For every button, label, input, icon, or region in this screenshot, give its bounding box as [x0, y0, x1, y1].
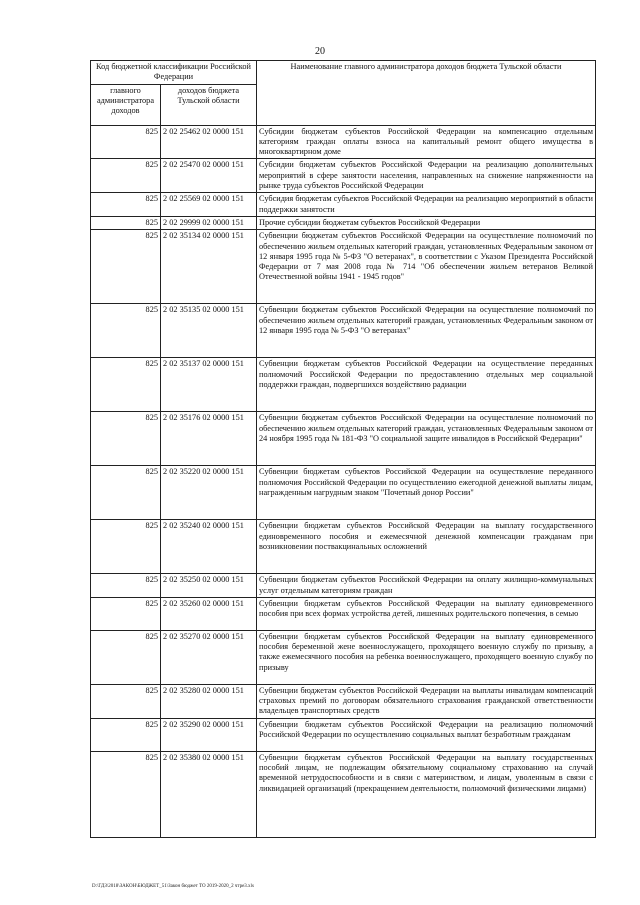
- income-name-cell: Субвенции бюджетам субъектов Российской Федерации на осуществление полномочий по обеспечению жильем отдельных категорий граждан, установленных Федеральным законом от 12 января 1995 года № 5-ФЗ "О ветеранах": [257, 304, 596, 358]
- table-row: [91, 597, 596, 630]
- income-name-cell: Субсидии бюджетам субъектов Российской Федерации на реализацию дополнительных мероприятий в сфере занятости населения, направленных на снижение напряженности на рынке труда субъектов Российской Федерации: [257, 159, 596, 193]
- income-name-cell: Субсидии бюджетам субъектов Российской Федерации на компенсацию отдельным категориям граждан оплаты взноса на капитальный ремонт общего имущества в многоквартирном доме: [257, 125, 596, 159]
- income-code-cell: 2 02 35134 02 0000 151: [161, 230, 257, 304]
- table-row: [91, 630, 596, 684]
- income-code-cell: 2 02 35176 02 0000 151: [161, 412, 257, 466]
- admin-code-cell: 825: [91, 125, 161, 159]
- income-code-cell: 2 02 35280 02 0000 151: [161, 684, 257, 718]
- admin-code-cell: 825: [91, 358, 161, 412]
- table-row: [91, 193, 596, 217]
- income-name-cell: Субвенции бюджетам субъектов Российской Федерации на выплату государственных пособий лицам, не подлежащим обязательному социальному страхованию на случай временной нетрудоспособности и в связи с материнством, и лицам, уволенным в связи с ликвидацией организаций (прекращением деятельности, полномочий физическими лицами): [257, 751, 596, 837]
- admin-code-cell: 825: [91, 718, 161, 751]
- table-row: [91, 216, 596, 229]
- table-row: [91, 304, 596, 358]
- table-row: [91, 466, 596, 520]
- admin-code-cell: 825: [91, 230, 161, 304]
- income-code-cell: 2 02 35240 02 0000 151: [161, 520, 257, 574]
- income-code-cell: 2 02 25462 02 0000 151: [161, 125, 257, 159]
- table-row: [91, 751, 596, 837]
- income-name-cell: Прочие субсидии бюджетам субъектов Российской Федерации: [257, 216, 596, 229]
- table-row: [91, 230, 596, 304]
- income-name-cell: Субвенции бюджетам субъектов Российской Федерации на оплату жилищно-коммунальных услуг отдельным категориям граждан: [257, 574, 596, 598]
- income-code-cell: 2 02 35380 02 0000 151: [161, 751, 257, 837]
- income-name-cell: Субвенции бюджетам субъектов Российской Федерации на выплаты инвалидам компенсаций страховых премий по договорам обязательного страхования гражданской ответственности владельцев транспортных средств: [257, 684, 596, 718]
- income-code-cell: 2 02 35135 02 0000 151: [161, 304, 257, 358]
- income-code-cell: 2 02 35250 02 0000 151: [161, 574, 257, 598]
- file-path-footer: D:\ГДЗ\2018\ЗАКОН\БЮДЖЕТ_51\Закон бюджет ТО 2019-2020_2 чтре3.xls: [92, 884, 254, 889]
- income-name-cell: Субсидия бюджетам субъектов Российской Федерации на реализацию мероприятий в области поддержки занятости: [257, 193, 596, 217]
- income-code-cell: 2 02 25569 02 0000 151: [161, 193, 257, 217]
- admin-code-cell: 825: [91, 466, 161, 520]
- table-row: [91, 718, 596, 751]
- admin-code-cell: 825: [91, 159, 161, 193]
- table-row: [91, 574, 596, 598]
- admin-code-cell: 825: [91, 520, 161, 574]
- code-group-header: Код бюджетной классификации Российской Федерации: [91, 61, 257, 85]
- income-name-cell: Субвенции бюджетам субъектов Российской Федерации на выплату единовременного пособия при всех формах устройства детей, лишенных родительского попечения, в семью: [257, 597, 596, 630]
- budget-classification-table: [90, 60, 596, 838]
- income-code-cell: 2 02 35290 02 0000 151: [161, 718, 257, 751]
- income-code-cell: 2 02 35220 02 0000 151: [161, 466, 257, 520]
- income-name-cell: Субвенции бюджетам субъектов Российской Федерации на выплату единовременного пособия беременной жене военнослужащего, проходящего военную службу по призыву, а также ежемесячного пособия на ребенка военнослужащего, проходящего военную службу по призыву: [257, 630, 596, 684]
- income-name-cell: Субвенции бюджетам субъектов Российской Федерации на осуществление переданных полномочий Российской Федерации по предоставлению отдельных мер социальной поддержки граждан, подвергшихся воздействию радиации: [257, 358, 596, 412]
- table-row: [91, 684, 596, 718]
- admin-code-cell: 825: [91, 412, 161, 466]
- income-code-cell: 2 02 35260 02 0000 151: [161, 597, 257, 630]
- income-column-header: доходов бюджета Тульской области: [161, 84, 257, 125]
- income-code-cell: 2 02 29999 02 0000 151: [161, 216, 257, 229]
- table-row: [91, 412, 596, 466]
- income-code-cell: 2 02 25470 02 0000 151: [161, 159, 257, 193]
- income-name-cell: Субвенции бюджетам субъектов Российской Федерации на выплату государственного единовременного пособия и ежемесячной денежной компенсации гражданам при возникновении поствакцинальных осложнений: [257, 520, 596, 574]
- income-name-cell: Субвенции бюджетам субъектов Российской Федерации на осуществление переданного полномочия Российской Федерации по осуществлению ежегодной денежной выплаты лицам, награжденным нагрудным знаком "Почетный донор России": [257, 466, 596, 520]
- admin-code-cell: 825: [91, 751, 161, 837]
- admin-code-cell: 825: [91, 193, 161, 217]
- admin-code-cell: 825: [91, 684, 161, 718]
- admin-code-cell: 825: [91, 304, 161, 358]
- admin-code-cell: 825: [91, 597, 161, 630]
- admin-column-header: главного администратора доходов: [91, 84, 161, 125]
- income-code-cell: 2 02 35137 02 0000 151: [161, 358, 257, 412]
- table-header-row: [91, 61, 596, 85]
- name-column-header: Наименование главного администратора доходов бюджета Тульской области: [257, 61, 596, 126]
- page-number: 20: [315, 46, 325, 57]
- table-row: [91, 159, 596, 193]
- income-name-cell: Субвенции бюджетам субъектов Российской Федерации на осуществление полномочий по обеспечению жильем отдельных категорий граждан, установленных Федеральным законом от 12 января 1995 года № 5-ФЗ "О ветеранах", в соответствии с Указом Президента Российской Федерации от 7 мая 2008 года № 714 "Об обеспечении жильем ветеранов Великой Отечественной войны 1941 - 1945 годов": [257, 230, 596, 304]
- income-code-cell: 2 02 35270 02 0000 151: [161, 630, 257, 684]
- table-row: [91, 520, 596, 574]
- admin-code-cell: 825: [91, 216, 161, 229]
- admin-code-cell: 825: [91, 630, 161, 684]
- income-name-cell: Субвенции бюджетам субъектов Российской Федерации на реализацию полномочий Российской Федерации по осуществлению социальных выплат безработным гражданам: [257, 718, 596, 751]
- table-row: [91, 125, 596, 159]
- income-name-cell: Субвенции бюджетам субъектов Российской Федерации на осуществление полномочий по обеспечению жильем отдельных категорий граждан, установленных Федеральным законом от 24 ноября 1995 года № 181-ФЗ "О социальной защите инвалидов в Российской Федерации": [257, 412, 596, 466]
- admin-code-cell: 825: [91, 574, 161, 598]
- table-row: [91, 358, 596, 412]
